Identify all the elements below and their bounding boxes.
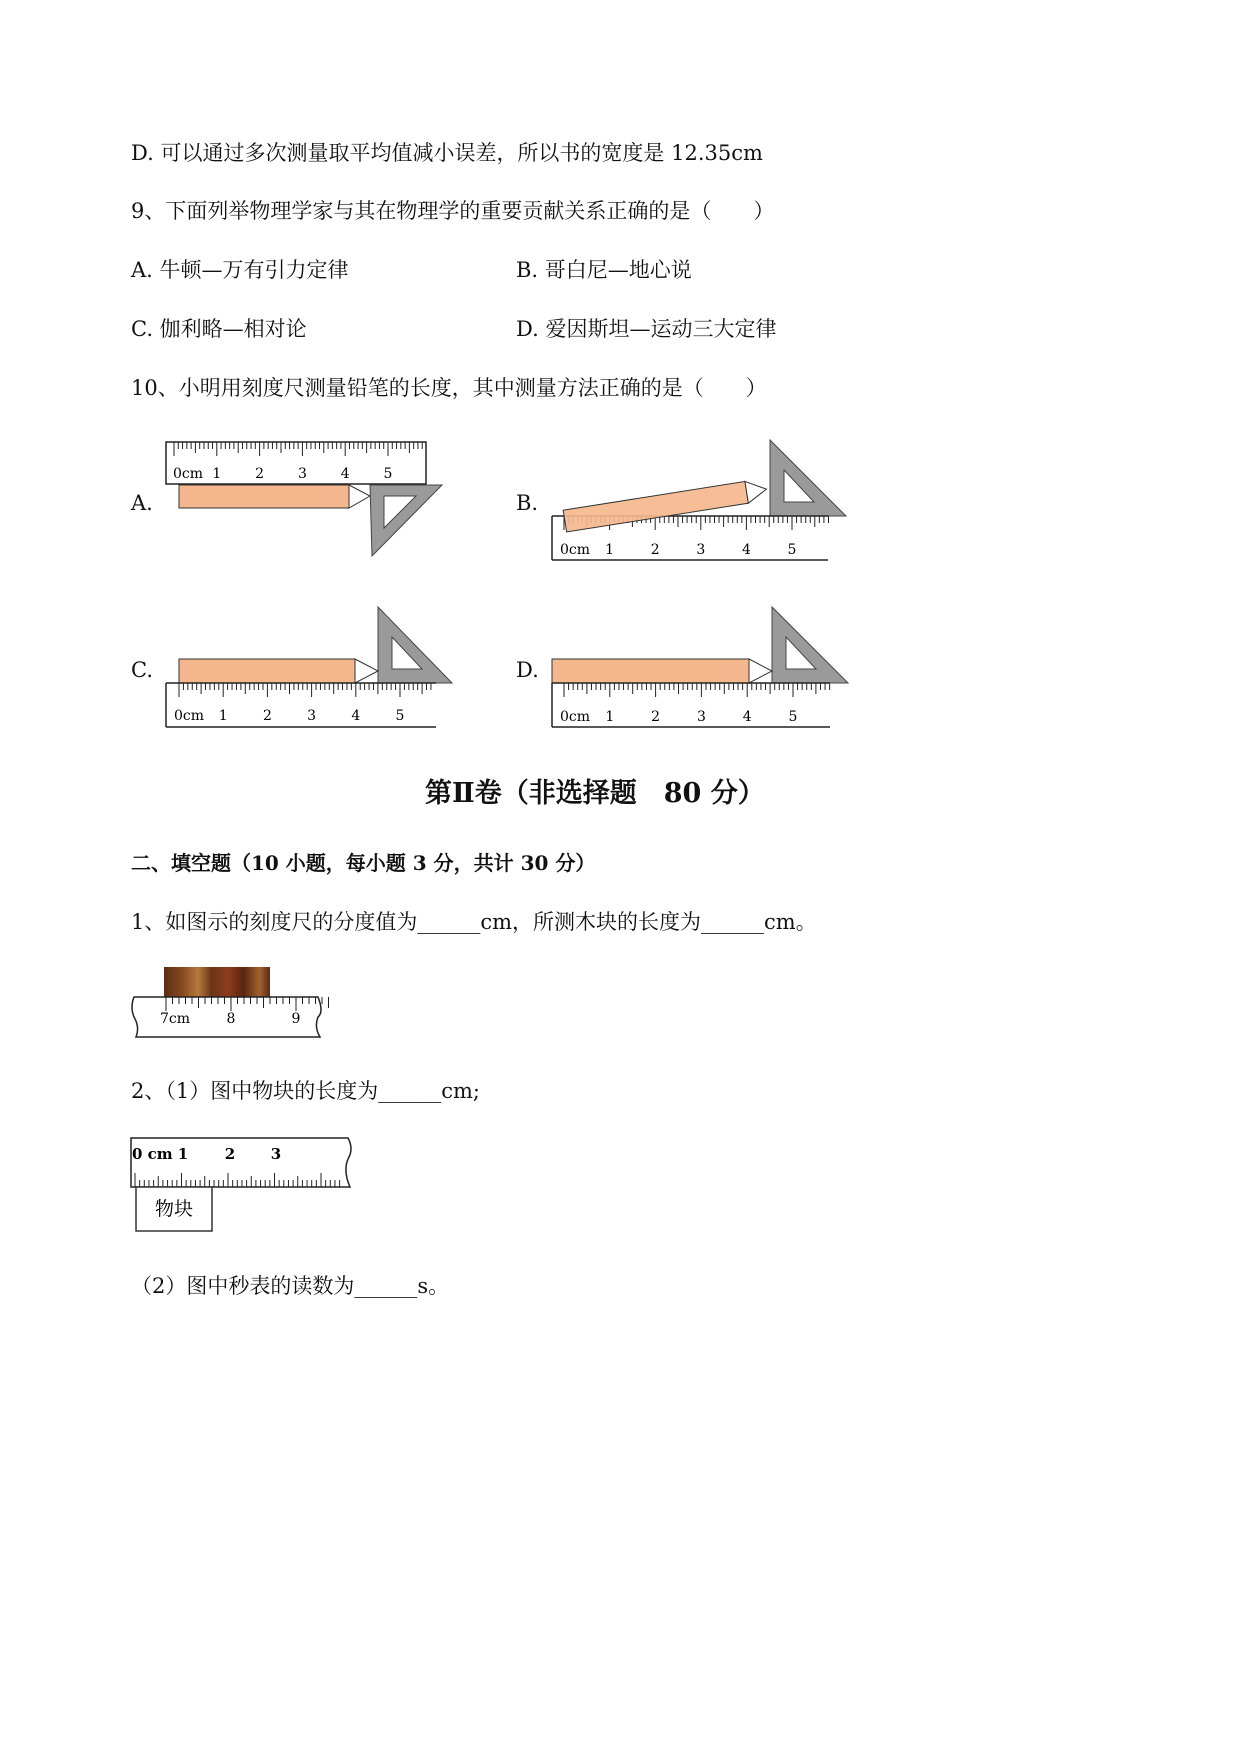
ruler-d-label-3: 3 bbox=[696, 709, 706, 725]
ruler-c-ticks bbox=[179, 683, 431, 697]
part2-title: 第Ⅱ卷（非选择题 80 分） bbox=[425, 778, 765, 809]
pencil-b bbox=[563, 481, 748, 532]
ruler-b-label-4: 4 bbox=[741, 542, 751, 558]
q10-figure-b bbox=[550, 438, 860, 573]
ruler-b-label-0: 0cm bbox=[560, 542, 591, 558]
pencil-a-tip bbox=[349, 485, 370, 508]
q9-option-a: A. 牛顿—万有引力定律 bbox=[131, 258, 349, 282]
q9-stem: 9、下面列举物理学家与其在物理学的重要贡献关系正确的是（ ） bbox=[131, 199, 775, 223]
ruler-a-label-5: 5 bbox=[383, 466, 393, 482]
pencil-d-tip bbox=[749, 659, 772, 683]
ruler-b-label-5: 5 bbox=[787, 542, 797, 558]
ruler-a-label-1: 1 bbox=[212, 466, 222, 482]
ruler-b-label-3: 3 bbox=[696, 542, 706, 558]
wood-block bbox=[164, 967, 270, 997]
ruler-a-label-4: 4 bbox=[340, 466, 350, 482]
q10-label-c: C. bbox=[131, 658, 153, 682]
q10-label-d: D. bbox=[516, 658, 539, 682]
triangle-b bbox=[770, 440, 846, 516]
ruler-b-label-2: 2 bbox=[650, 542, 660, 558]
fill1-ruler-label-0: 7cm bbox=[160, 1011, 191, 1027]
block-label: 物块 bbox=[154, 1198, 194, 1220]
q10-figure-c bbox=[160, 605, 470, 735]
section-heading: 二、填空题（10 小题，每小题 3 分，共计 30 分） bbox=[131, 851, 596, 875]
ruler-a-label-3: 3 bbox=[297, 466, 307, 482]
fill2-stem: 2、（1）图中物块的长度为______cm; bbox=[131, 1079, 480, 1103]
q10-label-a: A. bbox=[131, 491, 153, 515]
fill2-ruler-label-2: 2 bbox=[224, 1145, 236, 1163]
fill2-sub2: （2）图中秒表的读数为______s。 bbox=[131, 1274, 450, 1298]
ruler-d-ticks bbox=[564, 683, 830, 697]
q9-option-b: B. 哥白尼—地心说 bbox=[516, 258, 692, 282]
triangle-d bbox=[772, 607, 848, 683]
ruler-d-label-1: 1 bbox=[605, 709, 615, 725]
pencil-b-group bbox=[563, 478, 768, 532]
q9-option-c: C. 伽利略—相对论 bbox=[131, 317, 307, 341]
fill1-stem: 1、如图示的刻度尺的分度值为______cm，所测木块的长度为______cm。 bbox=[131, 910, 817, 934]
ruler-c-label-3: 3 bbox=[307, 708, 317, 724]
fill1-ruler-label-2: 9 bbox=[291, 1011, 301, 1027]
ruler-d-label-0: 0cm bbox=[560, 709, 591, 725]
ruler-c-label-2: 2 bbox=[262, 708, 272, 724]
ruler-c-label-1: 1 bbox=[218, 708, 228, 724]
pencil-d bbox=[552, 659, 749, 683]
q10-figure-a bbox=[160, 438, 460, 558]
ruler-c-label-0: 0cm bbox=[174, 708, 205, 724]
ruler-a-label-2: 2 bbox=[255, 466, 265, 482]
pencil-c bbox=[179, 659, 355, 683]
fill1-figure bbox=[130, 965, 330, 1045]
fill2-figure bbox=[128, 1135, 368, 1240]
triangle-c bbox=[378, 607, 452, 683]
fill1-ruler-label-1: 8 bbox=[226, 1011, 236, 1027]
q10-stem: 10、小明用刻度尺测量铅笔的长度，其中测量方法正确的是（ ） bbox=[131, 376, 767, 400]
ruler-d-label-2: 2 bbox=[651, 709, 661, 725]
ruler-d-label-4: 4 bbox=[742, 709, 752, 725]
fill2-ruler-label-0: 0 cm bbox=[132, 1145, 173, 1163]
pencil-b-tip bbox=[745, 478, 768, 503]
ruler-b-label-1: 1 bbox=[605, 542, 615, 558]
q10-label-b: B. bbox=[516, 491, 539, 515]
fill2-ruler-label-1: 1 bbox=[177, 1145, 189, 1163]
q8-option-d: D. 可以通过多次测量取平均值减小误差，所以书的宽度是 12.35cm bbox=[131, 141, 763, 165]
ruler-c-label-4: 4 bbox=[351, 708, 361, 724]
q10-figure-d bbox=[550, 605, 860, 735]
pencil-c-tip bbox=[355, 659, 378, 683]
q9-option-d: D. 爱因斯坦—运动三大定律 bbox=[516, 317, 777, 341]
fill2-ruler-label-3: 3 bbox=[270, 1145, 282, 1163]
ruler-d-label-5: 5 bbox=[788, 709, 798, 725]
ruler-a-label-0: 0cm bbox=[173, 466, 204, 482]
ruler-c-label-5: 5 bbox=[395, 708, 405, 724]
pencil-a bbox=[179, 485, 349, 508]
